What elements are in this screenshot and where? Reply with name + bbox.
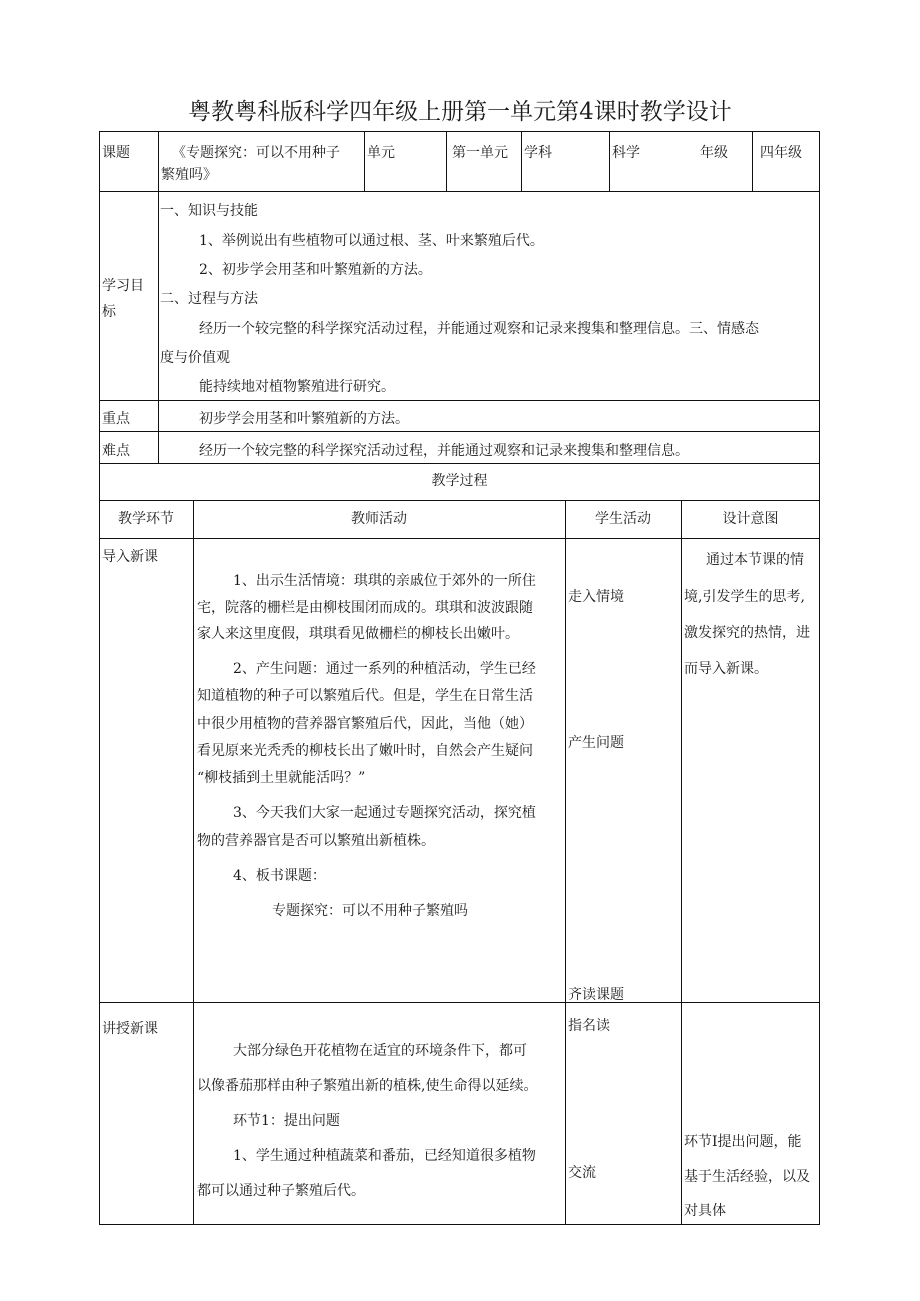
col-divider — [752, 131, 753, 191]
teacher-text: 3、今天我们大家一起通过专题探究活动，探究植 — [233, 805, 536, 821]
col-header-stage: 教学环节 — [118, 511, 174, 527]
teacher-text: 1、学生通过种植蔬菜和番茄，已经知道很多植物 — [233, 1148, 536, 1164]
col-divider — [193, 500, 194, 1225]
row-divider — [99, 1002, 820, 1003]
key-point-label: 重点 — [102, 411, 130, 427]
student-activity: 产生问题 — [568, 735, 624, 751]
grade-label: 年级 — [700, 145, 728, 161]
objective-item: 1、举例说出有些植物可以通过根、茎、叶来繁殖后代。 — [199, 233, 544, 249]
stage-label: 导入新课 — [102, 549, 158, 565]
design-intent: 通过本节课的情 — [706, 552, 804, 568]
key-point-text: 初步学会用茎和叶繁殖新的方法。 — [199, 411, 409, 427]
teacher-text: 中很少用植物的营养器官繁殖后代，因此，当他（她） — [197, 716, 533, 732]
topic-label: 课题 — [102, 145, 130, 161]
teacher-text: 4、板书课题： — [233, 868, 326, 884]
col-divider — [521, 131, 522, 191]
teacher-text: 都可以通过种子繁殖后代。 — [197, 1183, 365, 1199]
design-intent: 激发探究的热情，进 — [684, 625, 810, 641]
objective-paragraph: 经历一个较完整的科学探究活动过程，并能通过观察和记录来搜集和整理信息。三、情感态 — [199, 321, 759, 337]
grade-value: 四年级 — [760, 145, 802, 161]
teacher-text: 物的营养器官是否可以繁殖出新植株。 — [197, 833, 435, 849]
design-intent: 环节Ⅰ提出问题，能 — [684, 1134, 802, 1150]
design-intent: 基于生活经验，以及 — [684, 1169, 810, 1185]
row-divider — [99, 538, 820, 539]
objective-item: 2、初步学会用茎和叶繁殖新的方法。 — [199, 262, 432, 278]
col-divider — [565, 500, 566, 1225]
col-divider — [158, 131, 159, 191]
teacher-text: 以像番茄那样由种子繁殖出新的植株,使生命得以延续。 — [197, 1078, 538, 1094]
difficulty-label: 难点 — [102, 443, 130, 459]
student-activity: 指名读 — [568, 1018, 610, 1034]
teacher-text: 大部分绿色开花植物在适宜的环境条件下，都可 — [233, 1043, 527, 1059]
col-divider — [609, 131, 610, 191]
teacher-text: 家人来这里度假，琪琪看见做栅栏的柳枝长出嫩叶。 — [197, 626, 519, 642]
student-activity: 交流 — [568, 1165, 596, 1181]
row-divider — [99, 463, 820, 464]
objectives-label-cont: 标 — [102, 304, 116, 320]
subject-label: 学科 — [524, 145, 552, 161]
unit-label: 单元 — [367, 145, 395, 161]
process-heading: 教学过程 — [431, 473, 488, 489]
student-activity: 齐读课题 — [568, 987, 624, 1003]
teacher-text: 看见原来光秃秃的柳枝长出了嫩叶时，自然会产生疑问 — [197, 743, 533, 759]
objectives-label: 学习目 — [102, 278, 144, 294]
col-divider — [681, 500, 682, 1225]
col-divider — [446, 131, 447, 191]
design-intent: 而导入新课。 — [684, 661, 768, 677]
objectives-heading-1: 一、知识与技能 — [160, 203, 258, 219]
row-divider — [99, 431, 820, 432]
design-intent: 境,引发学生的思考, — [684, 589, 805, 605]
objectives-heading-2: 二、过程与方法 — [160, 291, 258, 307]
col-header-student: 学生活动 — [595, 511, 651, 527]
teacher-text: 宅，院落的栅栏是由柳枝围闭而成的。琪琪和波波跟随 — [197, 600, 533, 616]
document-title: 粤教粤科版科学四年级上册第一单元第4课时教学设计 — [188, 99, 732, 125]
col-divider — [364, 131, 365, 191]
teacher-text: 知道植物的种子可以繁殖后代。但是，学生在日常生活 — [197, 688, 533, 704]
teacher-text: 1、出示生活情境：琪琪的亲戚位于郊外的一所住 — [233, 573, 536, 589]
stage-label: 讲授新课 — [102, 1021, 158, 1037]
topic-value-cont: 繁殖吗》 — [161, 167, 217, 183]
student-activity: 走入情境 — [568, 589, 624, 605]
topic-value: 《专题探究：可以不用种子 — [172, 145, 340, 161]
row-divider — [99, 191, 820, 192]
objective-paragraph-cont: 度与价值观 — [160, 350, 230, 366]
row-divider — [99, 500, 820, 501]
objective-paragraph: 能持续地对植物繁殖进行研究。 — [199, 379, 395, 395]
teacher-text: “柳枝插到土里就能活吗？” — [197, 770, 366, 786]
teacher-text: 2、产生问题：通过一系列的种植活动，学生已经 — [233, 661, 536, 677]
col-divider — [158, 191, 159, 463]
col-header-teacher: 教师活动 — [351, 511, 407, 527]
unit-value: 第一单元 — [452, 145, 508, 161]
teacher-text: 环节1：提出问题 — [233, 1113, 340, 1129]
col-header-design: 设计意图 — [722, 511, 779, 527]
difficulty-text: 经历一个较完整的科学探究活动过程，并能通过观察和记录来搜集和整理信息。 — [199, 443, 689, 459]
teacher-text: 专题探究：可以不用种子繁殖吗 — [272, 903, 468, 919]
row-divider — [99, 400, 820, 401]
subject-value: 科学 — [612, 145, 640, 161]
design-intent: 对具体 — [684, 1203, 726, 1219]
